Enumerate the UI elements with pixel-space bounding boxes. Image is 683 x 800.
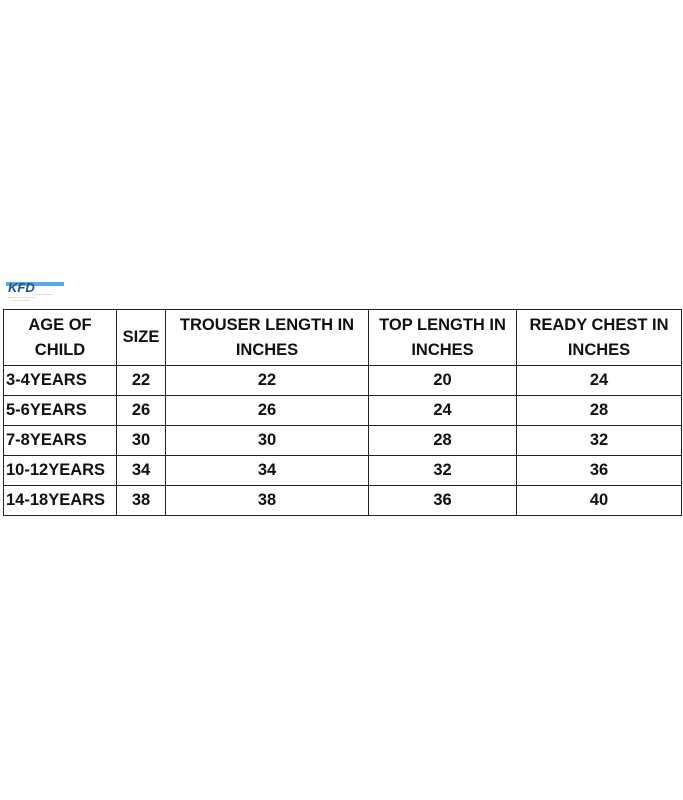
size-chart-table <box>3 309 682 516</box>
table-row <box>4 396 682 426</box>
header-ready-chest <box>517 310 682 366</box>
cell-age: 14-18YEARS <box>4 486 117 516</box>
header-top-line-1: TOP LENGTH IN <box>379 315 506 334</box>
cell-trouser-length: 30 <box>166 426 369 456</box>
cell-size: 34 <box>117 456 166 486</box>
table-row <box>4 456 682 486</box>
cell-ready-chest: 40 <box>517 486 682 516</box>
cell-ready-chest: 24 <box>517 366 682 396</box>
cell-top-length: 28 <box>369 426 517 456</box>
cell-trouser-length: 26 <box>166 396 369 426</box>
cell-top-length: 36 <box>369 486 517 516</box>
header-trouser-line-1: TROUSER LENGTH IN <box>179 315 355 334</box>
cell-size: 30 <box>117 426 166 456</box>
header-age-line-1: AGE OF <box>28 315 92 334</box>
table-header-row <box>4 310 682 366</box>
header-age-of-child <box>4 310 117 366</box>
cell-ready-chest: 32 <box>517 426 682 456</box>
header-trouser-line-2: INCHES <box>235 340 299 359</box>
cell-size: 38 <box>117 486 166 516</box>
header-chest-line-1: READY CHEST IN <box>529 315 669 334</box>
cell-ready-chest: 36 <box>517 456 682 486</box>
cell-trouser-length: 22 <box>166 366 369 396</box>
header-size <box>117 310 166 366</box>
cell-size: 26 <box>117 396 166 426</box>
header-age-line-2: CHILD <box>34 340 86 359</box>
logo-text: KFD <box>8 280 35 295</box>
cell-top-length: 20 <box>369 366 517 396</box>
cell-age: 3-4YEARS <box>4 366 117 396</box>
header-chest-line-2: INCHES <box>567 340 631 359</box>
cell-trouser-length: 38 <box>166 486 369 516</box>
table-row <box>4 486 682 516</box>
header-top-line-2: INCHES <box>411 340 474 359</box>
header-size-line-1: SIZE <box>122 328 160 346</box>
cell-age: 10-12YEARS <box>4 456 117 486</box>
cell-top-length: 24 <box>369 396 517 426</box>
logo-tagline-2: ______ ______ ______ <box>8 295 36 299</box>
cell-trouser-length: 34 <box>166 456 369 486</box>
cell-age: 5-6YEARS <box>4 396 117 426</box>
brand-logo <box>6 279 64 301</box>
logo-tagline-3: ______ ______ <box>12 298 31 301</box>
table-row <box>4 426 682 456</box>
kfd-logo-icon <box>6 279 64 301</box>
cell-age: 7-8YEARS <box>4 426 117 456</box>
cell-size: 22 <box>117 366 166 396</box>
logo-tagline-1: __________ ____ <box>32 292 53 296</box>
cell-top-length: 32 <box>369 456 517 486</box>
cell-ready-chest: 28 <box>517 396 682 426</box>
header-trouser-length <box>166 310 369 366</box>
table-row <box>4 366 682 396</box>
header-top-length <box>369 310 517 366</box>
